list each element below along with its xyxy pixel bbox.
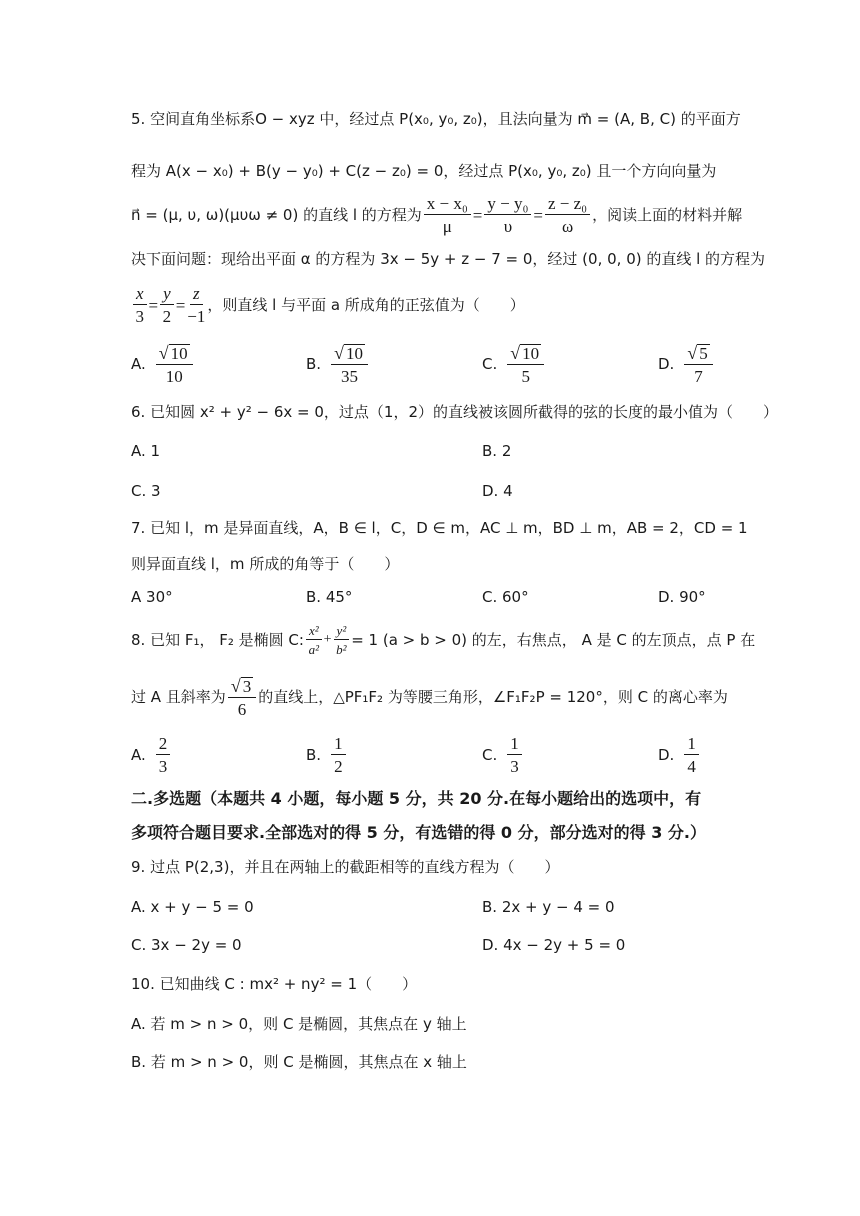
q5-line-1: 5. 空间直角坐标系O − xyz 中，经过点 P(x₀, y₀, z₀)，且法向量为 m⃗ = (A, B, C) 的平面方 (131, 110, 741, 128)
q8-option-d: D. $\frac{1}{4}$ (658, 735, 701, 775)
q5-line-fraction-x: $\frac{x}{3}$ (133, 285, 147, 325)
q6-option-a: A. 1 (131, 442, 161, 460)
q8-line-1-post: = 1 (a > b > 0) 的左，右焦点， A 是 C 的左顶点，点 P 在 (351, 630, 756, 649)
q8-line-1-pre: 8. 已知 F₁， F₂ 是椭圆 C: (131, 630, 304, 649)
q8-option-a: A. $\frac{2}{3}$ (131, 735, 172, 775)
q9-option-c: C. 3x − 2y = 0 (131, 936, 242, 954)
q5-line-fraction-z: $\frac{z}{-1}$ (187, 284, 206, 326)
q10-option-b: B. 若 m > n > 0，则 C 是椭圆，其焦点在 x 轴上 (131, 1053, 467, 1071)
q8-line-2-pre: 过 A 且斜率为 (131, 687, 226, 706)
q7-line-1: 7. 已知 l，m 是异面直线，A，B ∈ l，C，D ∈ m，AC ⊥ m，BD ⊥ m，AB = 2，CD = 1 (131, 519, 748, 537)
q5-fraction-z: $\frac{\text{z − z₀}}{\omega}$ (545, 195, 590, 235)
section-2-heading-line-1: 二.多选题（本题共 4 小题，每小题 5 分，共 20 分.在每小题给出的选项中，有 (131, 789, 702, 808)
q5-line-3: n⃗ = (μ, υ, ω)(μυω ≠ 0) 的直线 l 的方程为 $\frac{\text{x − x₀}}{\mu}$ = $\frac{\text{y − y₀}}{\upsilon}$ = $\frac{\text{z − z₀}}{\omega}$ ，阅读上面的材料并解 (131, 194, 743, 236)
q6-option-b: B. 2 (482, 442, 512, 460)
q8-option-c: C. $\frac{1}{3}$ (482, 735, 524, 775)
q5-option-d: D. √ 5 7 (658, 344, 715, 385)
q5-fraction-x: $\frac{\text{x − x₀}}{\mu}$ (424, 195, 471, 235)
q8-line-2-post: 的直线上，△PF₁F₂ 为等腰三角形，∠F₁F₂P = 120°，则 C 的离心率为 (258, 687, 728, 706)
q5-line-fraction-y: $\frac{y}{2}$ (160, 285, 174, 325)
q5-line-3-pre: n⃗ = (μ, υ, ω)(μυω ≠ 0) 的直线 l 的方程为 (131, 205, 422, 224)
q5-line-3-post: ，阅读上面的材料并解 (592, 205, 743, 224)
q9-option-a: A. x + y − 5 = 0 (131, 898, 254, 916)
q5-option-a: A. √ 10 10 (131, 344, 195, 385)
q8-ellipse-y-term: $\frac{\text{y²}}{\text{b²}}$ (334, 624, 350, 656)
q7-option-a: A 30° (131, 588, 173, 606)
q5-fraction-y: $\frac{\text{y − y₀}}{\upsilon}$ (484, 195, 531, 235)
q9-option-d: D. 4x − 2y + 5 = 0 (482, 936, 626, 954)
q6-option-c: C. 3 (131, 482, 161, 500)
q5-line-2: 程为 A(x − x₀) + B(y − y₀) + C(z − z₀) = 0，经过点 P(x₀, y₀, z₀) 且一个方向向量为 (131, 162, 717, 180)
q7-option-b: B. 45° (306, 588, 353, 606)
q7-option-d: D. 90° (658, 588, 706, 606)
q8-option-b: B. $\frac{1}{2}$ (306, 735, 348, 775)
q5-line-5: $\frac{x}{3}$ = $\frac{y}{2}$ = $\frac{z}{-1}$ ，则直线 l 与平面 a 所成角的正弦值为（ ） (131, 288, 525, 322)
q10-stem: 10. 已知曲线 C : mx² + ny² = 1（ ） (131, 975, 418, 993)
q6-option-d: D. 4 (482, 482, 513, 500)
q5-option-b: B. √ 10 35 (306, 344, 370, 385)
q9-option-b: B. 2x + y − 4 = 0 (482, 898, 615, 916)
section-2-heading-line-2: 多项符合题目要求.全部选对的得 5 分，有选错的得 0 分，部分选对的得 3 分.） (131, 823, 706, 842)
q8-ellipse-x-term: $\frac{\text{x²}}{\text{a²}}$ (306, 624, 322, 656)
q5-option-c: C. √ 10 5 (482, 344, 546, 385)
q7-line-2: 则异面直线 l，m 所成的角等于（ ） (131, 555, 400, 573)
q8-line-1: 8. 已知 F₁， F₂ 是椭圆 C: $\frac{\text{x²}}{\text{a²}}$ + $\frac{\text{y²}}{\text{b²}}$ = 1 (a > b > 0) 的左，右焦点， A 是 C 的左顶点，点 P 在 (131, 623, 756, 657)
q5-line-4: 决下面问题：现给出平面 α 的方程为 3x − 5y + z − 7 = 0，经过 (0, 0, 0) 的直线 l 的方程为 (131, 250, 766, 268)
q5-line-5-post: ，则直线 l 与平面 a 所成角的正弦值为（ ） (207, 295, 525, 314)
q9-stem: 9. 过点 P(2,3)，并且在两轴上的截距相等的直线方程为（ ） (131, 858, 560, 876)
q8-line-2 (131, 672, 728, 722)
q10-option-a: A. 若 m > n > 0，则 C 是椭圆，其焦点在 y 轴上 (131, 1015, 467, 1033)
q7-option-c: C. 60° (482, 588, 529, 606)
q6-stem: 6. 已知圆 x² + y² − 6x = 0，过点（1，2）的直线被该圆所截得的弦的长度的最小值为（ ） (131, 403, 778, 421)
q8-slope-fraction: √ 3 6 (228, 677, 256, 718)
